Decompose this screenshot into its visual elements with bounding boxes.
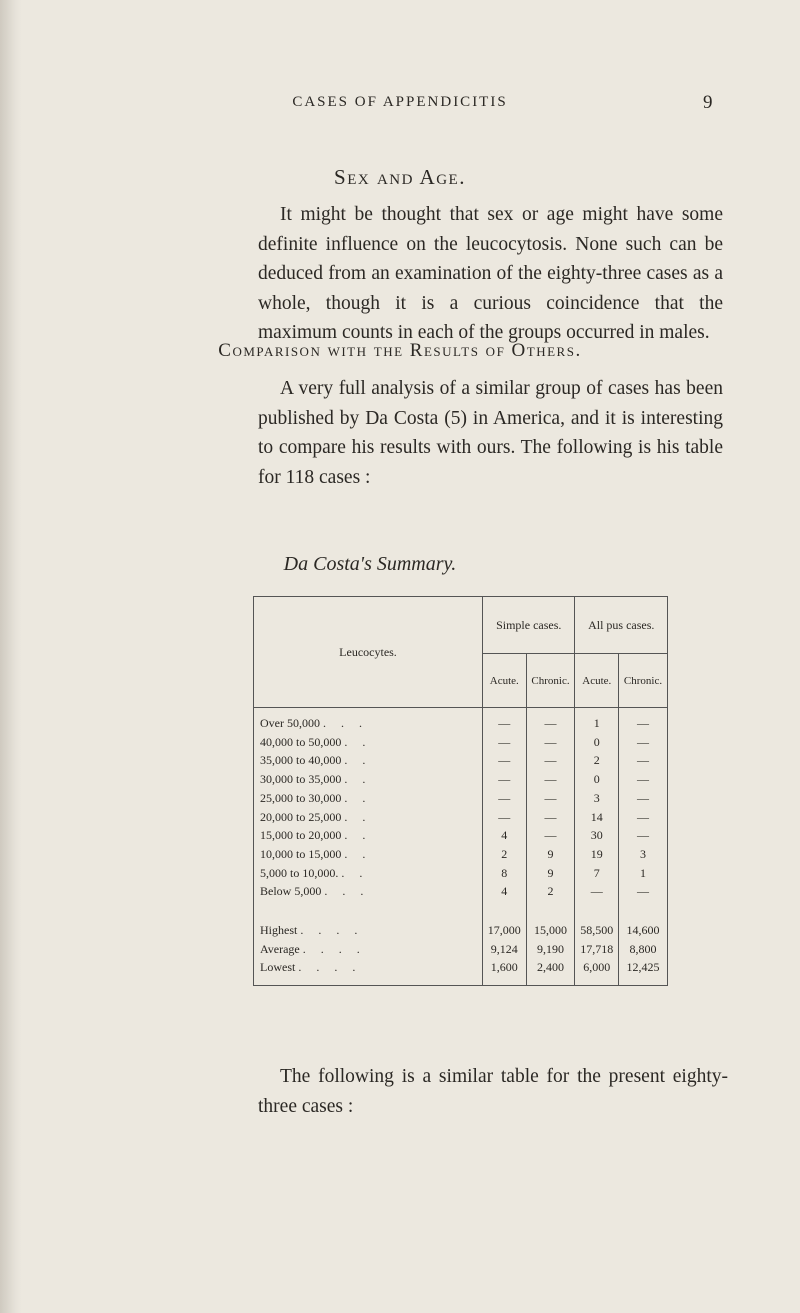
- cell-simple-acute: 4: [483, 826, 527, 845]
- row-label: 20,000 to 25,000: [260, 809, 342, 824]
- cell-simple-acute: —: [483, 808, 527, 827]
- row-dots: . .: [344, 828, 372, 843]
- table-row: [254, 864, 668, 883]
- cell-simple-chronic: —: [526, 770, 575, 789]
- cell-simple-acute: —: [483, 789, 527, 808]
- row-label: Highest: [260, 923, 298, 938]
- header-simple-cases: Simple cases.: [483, 597, 575, 654]
- cell-simple-chronic: —: [526, 751, 575, 770]
- cell-simple-chronic: —: [526, 708, 575, 733]
- paragraph-sex-and-age: It might be thought that sex or age might have some definite influence on the leucocytosis. None such can be deduced from an examination of the eighty-three cases as a whole, though it is a curious coincidence that the maximum counts in each of the groups occurred in males.: [258, 204, 723, 343]
- header-leucocytes: Leucocytes.: [254, 597, 483, 708]
- table-row: [254, 882, 668, 911]
- paragraph-following-table: The following is a similar table for the present eighty-three cases :: [258, 1066, 728, 1117]
- cell-pus-chronic: 12,425: [619, 958, 668, 985]
- cell-pus-chronic: —: [619, 733, 668, 752]
- paragraph-comparison: A very full analysis of a similar group of cases has been published by Da Costa (5) in America, and it is interesting to compare his results with ours. The following is his table for 118 cases :: [258, 378, 723, 488]
- cell-simple-acute: —: [483, 770, 527, 789]
- row-dots: . . . .: [300, 923, 364, 938]
- cell-simple-acute: 8: [483, 864, 527, 883]
- cell-pus-chronic: 3: [619, 845, 668, 864]
- header-simple-acute: Acute.: [483, 654, 527, 708]
- header-simple-chronic: Chronic.: [526, 654, 575, 708]
- page-header: [0, 92, 800, 116]
- table-caption: Da Costa's Summary.: [283, 553, 457, 575]
- table-row: [254, 826, 668, 845]
- table-row: [254, 770, 668, 789]
- cell-pus-chronic: —: [619, 770, 668, 789]
- cell-pus-acute: 0: [575, 733, 619, 752]
- row-label: 5,000 to 10,000.: [260, 865, 339, 880]
- table-row: [254, 751, 668, 770]
- row-dots: . . .: [324, 884, 370, 899]
- cell-simple-chronic: —: [526, 826, 575, 845]
- cell-pus-acute: 17,718: [575, 940, 619, 959]
- row-label: 40,000 to 50,000: [260, 734, 342, 749]
- cell-pus-acute: 14: [575, 808, 619, 827]
- row-dots: . . .: [323, 716, 368, 730]
- cell-simple-chronic: 2: [526, 882, 575, 911]
- running-head: CASES OF APPENDICITIS: [292, 94, 508, 110]
- da-costa-summary-table: [253, 596, 668, 986]
- row-label: Lowest: [260, 960, 296, 975]
- table-row: [254, 808, 668, 827]
- page-binding-edge: [0, 0, 22, 1313]
- cell-pus-acute: 30: [575, 826, 619, 845]
- cell-pus-chronic: 8,800: [619, 940, 668, 959]
- cell-pus-chronic: —: [619, 751, 668, 770]
- row-dots: . .: [344, 790, 372, 805]
- row-dots: . .: [341, 865, 369, 880]
- cell-pus-acute: 58,500: [575, 911, 619, 940]
- row-dots: . .: [344, 846, 372, 861]
- cell-pus-acute: 0: [575, 770, 619, 789]
- cell-pus-chronic: —: [619, 808, 668, 827]
- leucocyte-range-rows: [254, 708, 668, 912]
- cell-simple-chronic: —: [526, 789, 575, 808]
- row-dots: . .: [344, 753, 372, 768]
- table-row: [254, 911, 668, 940]
- row-label: 25,000 to 30,000: [260, 790, 342, 805]
- cell-pus-acute: 3: [575, 789, 619, 808]
- cell-pus-acute: 19: [575, 845, 619, 864]
- cell-pus-acute: 6,000: [575, 958, 619, 985]
- cell-simple-chronic: —: [526, 808, 575, 827]
- cell-simple-chronic: 9,190: [526, 940, 575, 959]
- cell-simple-chronic: 2,400: [526, 958, 575, 985]
- row-label: 35,000 to 40,000: [260, 753, 342, 768]
- cell-simple-acute: —: [483, 751, 527, 770]
- cell-pus-chronic: —: [619, 708, 668, 733]
- table-row: [254, 708, 668, 733]
- table-row: [254, 789, 668, 808]
- summary-stat-rows: [254, 911, 668, 986]
- table-row: [254, 958, 668, 985]
- header-pus-acute: Acute.: [575, 654, 619, 708]
- row-dots: . .: [344, 809, 372, 824]
- cell-pus-acute: 2: [575, 751, 619, 770]
- row-dots: . . . .: [298, 960, 362, 975]
- cell-simple-acute: 1,600: [483, 958, 527, 985]
- cell-pus-chronic: —: [619, 789, 668, 808]
- row-label: Average: [260, 941, 300, 956]
- cell-pus-chronic: —: [619, 826, 668, 845]
- cell-simple-acute: 4: [483, 882, 527, 911]
- cell-simple-acute: 9,124: [483, 940, 527, 959]
- header-all-pus-cases: All pus cases.: [575, 597, 668, 654]
- cell-simple-acute: —: [483, 708, 527, 733]
- cell-simple-acute: 2: [483, 845, 527, 864]
- cell-pus-chronic: 14,600: [619, 911, 668, 940]
- row-dots: . .: [344, 734, 372, 749]
- row-label: Below 5,000: [260, 884, 322, 899]
- row-label: Over 50,000: [260, 716, 320, 730]
- cell-simple-acute: —: [483, 733, 527, 752]
- header-pus-chronic: Chronic.: [619, 654, 668, 708]
- cell-simple-chronic: 9: [526, 845, 575, 864]
- cell-simple-chronic: 9: [526, 864, 575, 883]
- table-row: [254, 845, 668, 864]
- table-row: [254, 940, 668, 959]
- page-number: 9: [703, 92, 713, 113]
- row-dots: . . . .: [302, 941, 366, 956]
- section-title-sex-and-age: Sex and Age.: [334, 165, 466, 189]
- cell-pus-acute: 7: [575, 864, 619, 883]
- cell-pus-chronic: 1: [619, 864, 668, 883]
- row-label: 30,000 to 35,000: [260, 772, 342, 787]
- cell-pus-acute: 1: [575, 708, 619, 733]
- row-label: 15,000 to 20,000: [260, 828, 342, 843]
- row-dots: . .: [344, 772, 372, 787]
- cell-simple-chronic: 15,000: [526, 911, 575, 940]
- cell-pus-acute: —: [575, 882, 619, 911]
- cell-pus-chronic: —: [619, 882, 668, 911]
- row-label: 10,000 to 15,000: [260, 846, 342, 861]
- section-title-comparison: Comparison with the Results of Others.: [218, 340, 582, 361]
- table-row: [254, 733, 668, 752]
- cell-simple-chronic: —: [526, 733, 575, 752]
- cell-simple-acute: 17,000: [483, 911, 527, 940]
